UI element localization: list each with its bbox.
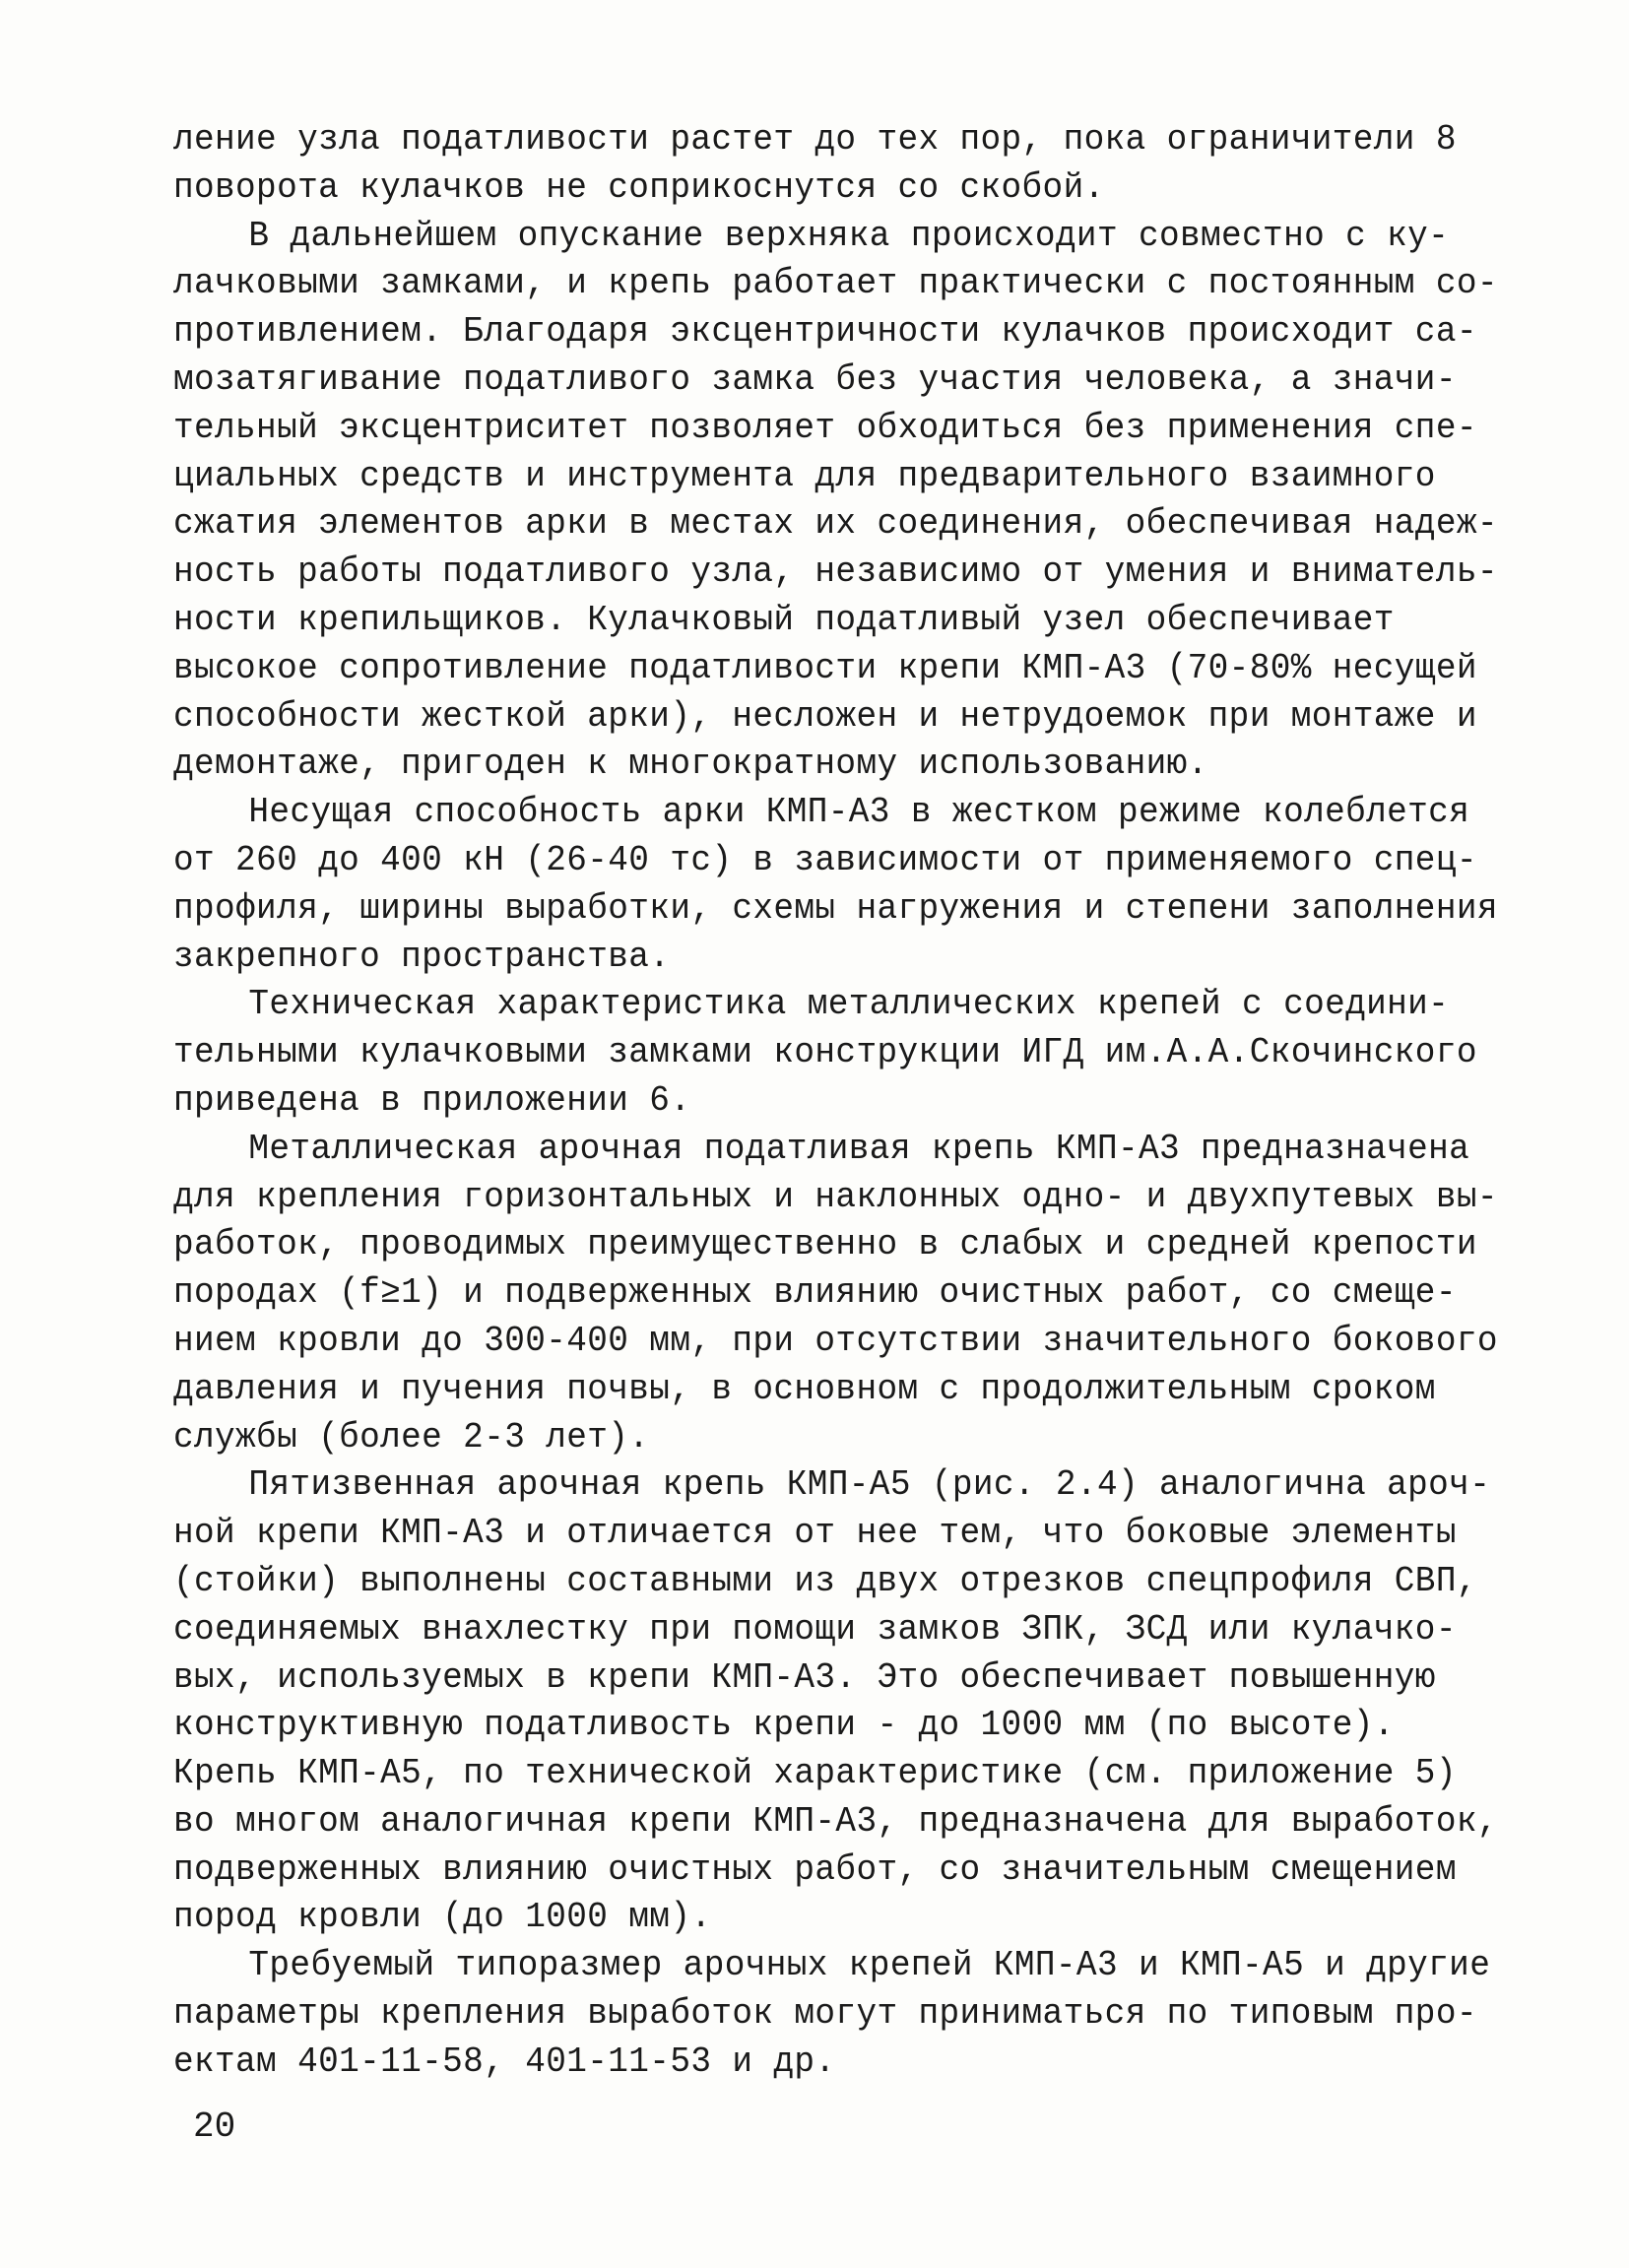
page-number: 20	[193, 2106, 236, 2147]
paragraph-start-line: Несущая способность арки КМП-А3 в жестком режиме колеблется	[248, 792, 1470, 833]
text-line: профиля, ширины выработки, схемы нагружения и степени заполнения	[173, 887, 1498, 929]
text-line: подверженных влиянию очистных работ, со значительным смещением	[173, 1848, 1457, 1890]
text-line: параметры крепления выработок могут приниматься по типовым про-	[173, 1993, 1477, 2035]
text-line: пород кровли (до 1000 мм).	[173, 1897, 712, 1938]
text-line: мозатягивание податливого замка без участия человека, а значи-	[173, 358, 1457, 400]
text-line: приведена в приложении 6.	[173, 1079, 691, 1121]
text-line: демонтаже, пригоден к многократному использованию.	[173, 744, 1208, 785]
body-text	[173, 116, 1498, 2087]
text-line: циальных средств и инструмента для предварительного взаимного	[173, 455, 1436, 496]
text-line: ектам 401-11-58, 401-11-53 и др.	[173, 2041, 836, 2082]
text-line: высокое сопротивление податливости крепи КМП-А3 (70-80% несущей	[173, 647, 1477, 688]
text-line: лачковыми замками, и крепь работает практически с постоянным со-	[173, 263, 1498, 304]
paragraph-start-line: В дальнейшем опускание верхняка происходит совместно с ку-	[248, 215, 1450, 256]
text-line: соединяемых внахлестку при помощи замков ЗПК, ЗСД или кулачко-	[173, 1608, 1457, 1650]
paragraph-start-line: Металлическая арочная податливая крепь КМП-А3 предназначена	[248, 1128, 1470, 1169]
text-line: вых, используемых в крепи КМП-А3. Это обеспечивает повышенную	[173, 1656, 1436, 1698]
text-line: ной крепи КМП-А3 и отличается от нее тем, что боковые элементы	[173, 1513, 1457, 1554]
text-line: поворота кулачков не соприкоснутся со скобой.	[173, 166, 1105, 208]
text-line: ление узла податливости растет до тех пор, пока ограничители 8	[173, 119, 1457, 160]
text-line: давления и пучения почвы, в основном с продолжительным сроком	[173, 1368, 1436, 1409]
text-line: нием кровли до 300-400 мм, при отсутствии значительного бокового	[173, 1320, 1498, 1361]
paragraph-start-line: Техническая характеристика металлических крепей с соедини-	[248, 984, 1450, 1025]
text-line: тельными кулачковыми замками конструкции ИГД им.А.А.Скочинского	[173, 1032, 1477, 1073]
text-line: для крепления горизонтальных и наклонных одно- и двухпутевых вы-	[173, 1176, 1498, 1217]
text-line: во многом аналогичная крепи КМП-А3, предназначена для выработок,	[173, 1800, 1498, 1842]
text-line: конструктивную податливость крепи - до 1000 мм (по высоте).	[173, 1705, 1395, 1746]
text-line: сжатия элементов арки в местах их соединения, обеспечивая надеж-	[173, 503, 1498, 545]
paragraph-start-line: Пятизвенная арочная крепь КМП-А5 (рис. 2.4) аналогична ароч-	[248, 1464, 1491, 1506]
text-line: Крепь КМП-А5, по технической характеристике (см. приложение 5)	[173, 1753, 1457, 1794]
text-line: (стойки) выполнены составными из двух отрезков спецпрофиля СВП,	[173, 1560, 1477, 1601]
text-line: породах (f≥1) и подверженных влиянию очистных работ, со смеще-	[173, 1272, 1457, 1314]
text-line: закрепного пространства.	[173, 936, 671, 977]
text-line: службы (более 2-3 лет).	[173, 1416, 650, 1458]
text-line: способности жесткой арки), несложен и нетрудоемок при монтаже и	[173, 695, 1477, 737]
text-line: работок, проводимых преимущественно в слабых и средней крепости	[173, 1224, 1477, 1265]
text-line: тельный эксцентриситет позволяет обходиться без применения спе-	[173, 407, 1477, 448]
paragraph-start-line: Требуемый типоразмер арочных крепей КМП-А3 и КМП-А5 и другие	[248, 1945, 1491, 1986]
text-line: противлением. Благодаря эксцентричности кулачков происходит са-	[173, 311, 1477, 353]
text-line: ность работы податливого узла, независимо от умения и вниматель-	[173, 551, 1498, 593]
text-line: ности крепильщиков. Кулачковый податливый узел обеспечивает	[173, 599, 1395, 640]
text-line: от 260 до 400 кН (26-40 тс) в зависимости от применяемого спец-	[173, 839, 1477, 880]
